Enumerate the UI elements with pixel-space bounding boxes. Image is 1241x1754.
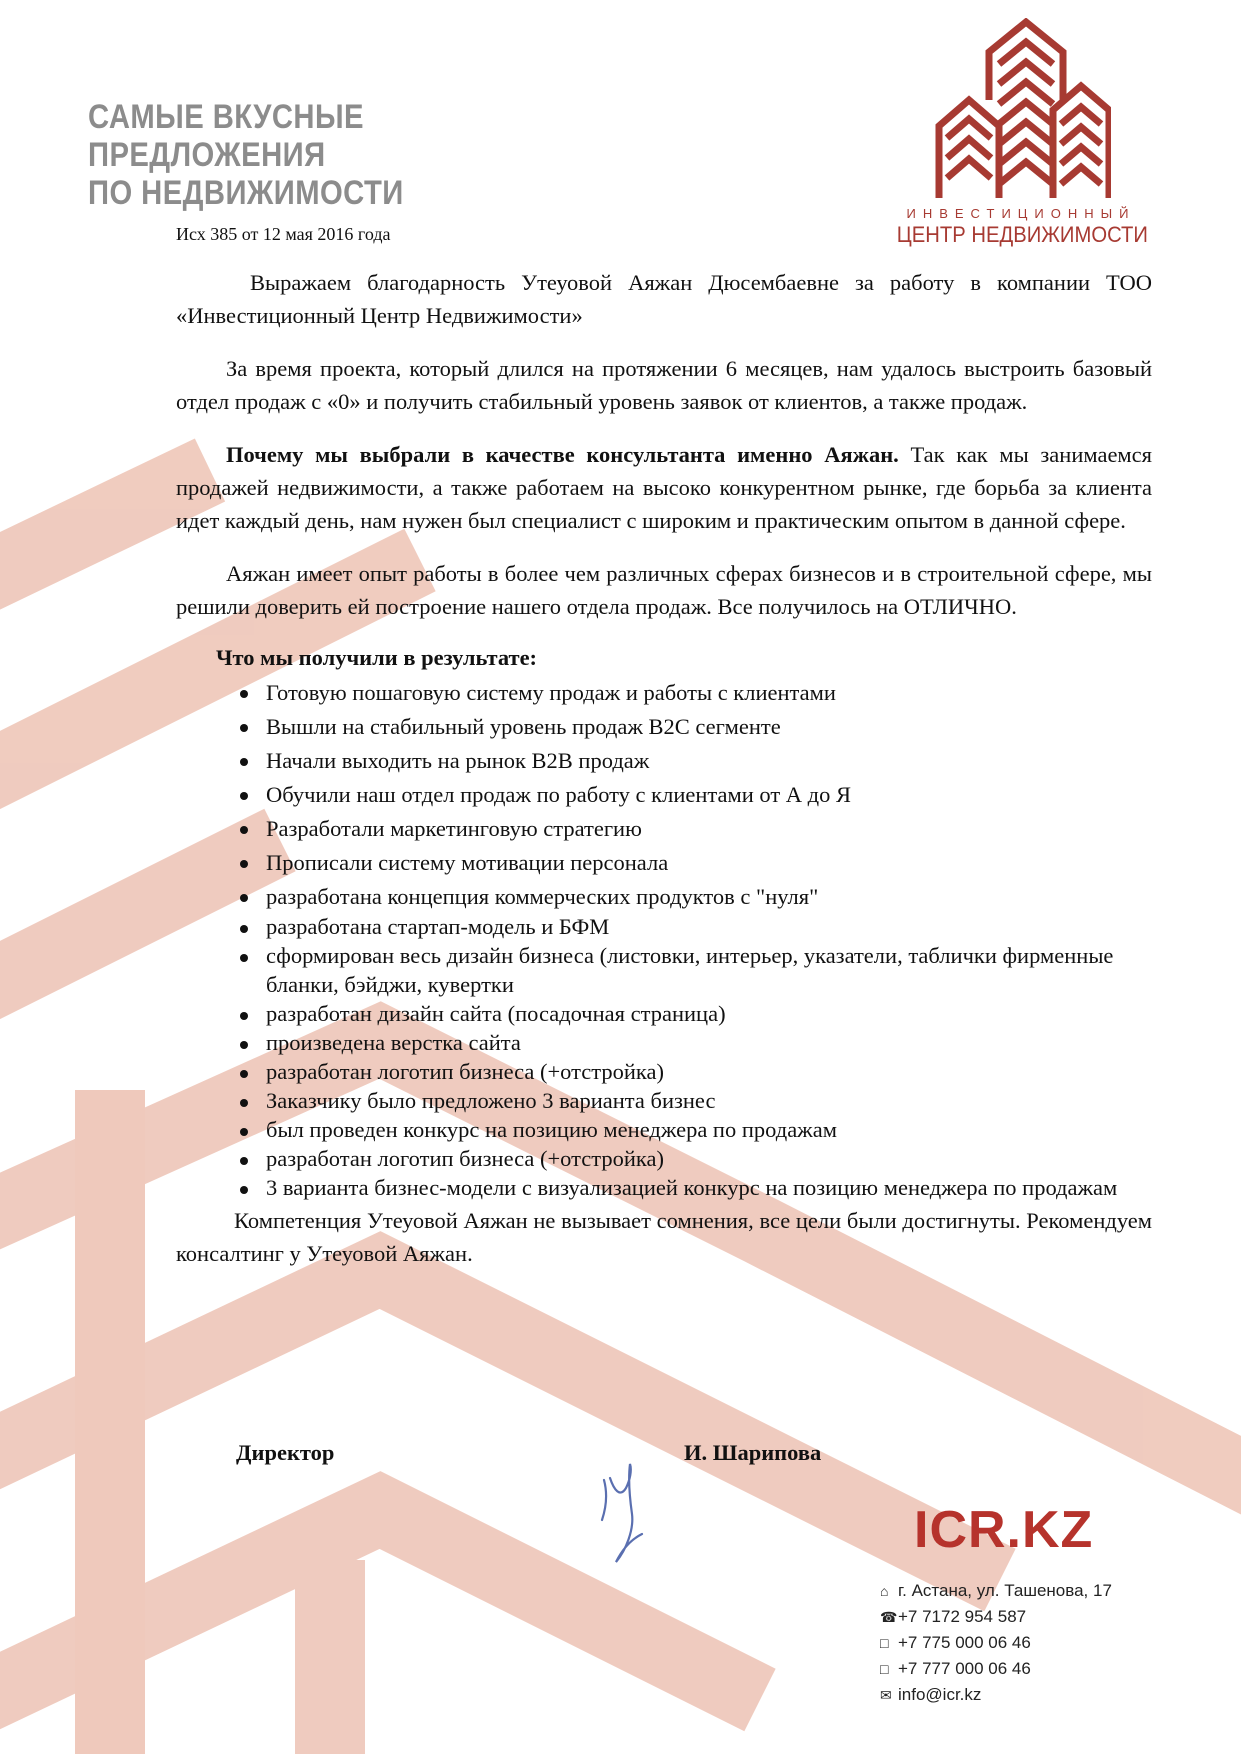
signature-row (236, 1440, 936, 1480)
mail-icon: ✉ (880, 1687, 892, 1703)
contact-phone[interactable]: ☎+7 7172 954 587 (880, 1604, 1200, 1630)
home-icon: ⌂ (880, 1583, 889, 1599)
list-item: Разработали маркетинговую стратегию (266, 813, 1152, 844)
list-item: произведена верстка сайта (266, 1028, 1152, 1057)
contact-email[interactable]: ✉ info@icr.kz (880, 1682, 1200, 1708)
list-item: разработан дизайн сайта (посадочная страница) (266, 999, 1152, 1028)
list-item: Вышли на стабильный уровень продаж В2С сегменте (266, 711, 1152, 742)
list-item: разработана концепция коммерческих продуктов с "нуля" (266, 881, 1152, 912)
paragraph-experience: Аяжан имеет опыт работы в более чем различных сферах бизнесов и в строительной сфере, мы решили доверить ей построение нашего отдела продаж. Все получилось на ОТЛИЧНО. (176, 561, 1152, 619)
slogan-line: ПРЕДЛОЖЕНИЯ (88, 136, 326, 174)
contact-mobile[interactable]: □ +7 775 000 06 46 (880, 1630, 1200, 1656)
contact-address: ⌂ г. Астана, ул. Ташенова, 17 (880, 1578, 1200, 1604)
list-item: Прописали систему мотивации персонала (266, 847, 1152, 878)
list-item: Готовую пошаговую систему продаж и работы с клиентами (266, 677, 1152, 708)
mobile-icon: □ (880, 1661, 889, 1677)
list-item: был проведен конкурс на позицию менеджера по продажам (266, 1115, 1152, 1144)
buildings-logo-icon (931, 18, 1111, 203)
results-title: Что мы получили в результате: (216, 645, 538, 670)
letter-body (176, 266, 1152, 1270)
paragraph-why-text: Так как мы занимаемся продажей недвижимости, а также работаем на высоко конкурентном рынке, где борьба за клиента идет каждый день, нам нужен был специалист с широким и практическим опытом в данной сфере. (176, 442, 1152, 533)
paragraph-conclusion: Компетенция Утеуовой Аяжан не вызывает сомнения, все цели были достигнуты. Рекомендуем консалтинг у Утеуовой Аяжан. (176, 1208, 1152, 1266)
paragraph-why-heading: Почему мы выбрали в качестве консультанта именно Аяжан. (226, 442, 899, 467)
handwritten-signature (590, 1450, 670, 1570)
contact-mobile[interactable]: □ +7 777 000 06 46 (880, 1656, 1200, 1682)
brand-name: ICR.KZ (914, 1501, 1094, 1559)
company-logo (886, 18, 1156, 250)
list-item: разработан логотип бизнеса (+отстройка) (266, 1144, 1152, 1173)
logo-name: ЦЕНТР НЕДВИЖИМОСТИ (896, 222, 1148, 247)
list-item: Заказчику было предложено 3 варианта бизнес (266, 1086, 1152, 1115)
paragraph-project: За время проекта, который длился на протяжении 6 месяцев, нам удалось выстроить базовый отдел продаж с «0» и получить стабильный уровень заявок от клиентов, а также продаж. (176, 356, 1152, 414)
list-item: Начали выходить на рынок В2В продаж (266, 745, 1152, 776)
list-item: разработана стартап-модель и БФМ (266, 912, 1152, 941)
list-item: 3 варианта бизнес-модели с визуализацией конкурс на позицию менеджера по продажам (266, 1173, 1152, 1202)
phone-icon: ☎ (880, 1609, 898, 1625)
list-item: Обучили наш отдел продаж по работу с клиентами от А до Я (266, 779, 1152, 810)
signer-title: Директор (236, 1440, 335, 1465)
paragraph-gratitude: Выражаем благодарность Утеуовой Аяжан Дюсембаевне за работу в компании ТОО «Инвестиционный Центр Недвижимости» (176, 270, 1152, 328)
contacts-block (880, 1502, 1200, 1708)
results-list (176, 677, 1152, 1202)
slogan-line: ПО НЕДВИЖИМОСТИ (88, 174, 404, 212)
document-reference: Исх 385 от 12 мая 2016 года (176, 224, 391, 244)
logo-subtitle: ИНВЕСТИЦИОННЫЙ (906, 206, 1136, 221)
slogan (88, 98, 404, 212)
mobile-icon: □ (880, 1635, 889, 1651)
slogan-line: САМЫЕ ВКУСНЫЕ (88, 98, 364, 136)
paragraph-why (176, 438, 1152, 537)
list-item: сформирован весь дизайн бизнеса (листовки, интерьер, указатели, таблички фирменные бланки, бэйджи, кувертки (266, 941, 1152, 999)
list-item: разработан логотип бизнеса (+отстройка) (266, 1057, 1152, 1086)
signer-name: И. Шарипова (684, 1440, 822, 1465)
